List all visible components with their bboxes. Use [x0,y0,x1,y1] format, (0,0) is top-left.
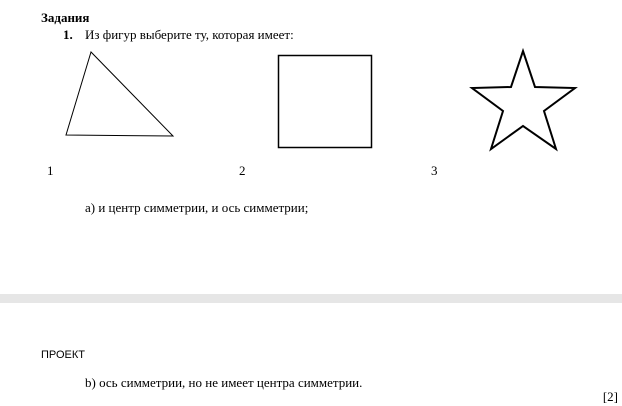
draft-label: ПРОЕКТ [41,349,86,361]
section-heading: Задания [41,10,90,25]
question-text: Из фигур выберите ту, которая имеет: [85,27,294,42]
figure-label-2: 2 [239,163,246,178]
option-b: b) ось симметрии, но не имеет центра симметрии. [85,375,363,390]
page-separator [0,294,622,303]
option-a: а) и центр симметрии, и ось симметрии; [85,200,309,215]
question-number: 1. [63,27,73,42]
figure-label-3: 3 [431,163,438,178]
figure-label-1: 1 [47,163,54,178]
marks-label: [2] [602,389,618,404]
